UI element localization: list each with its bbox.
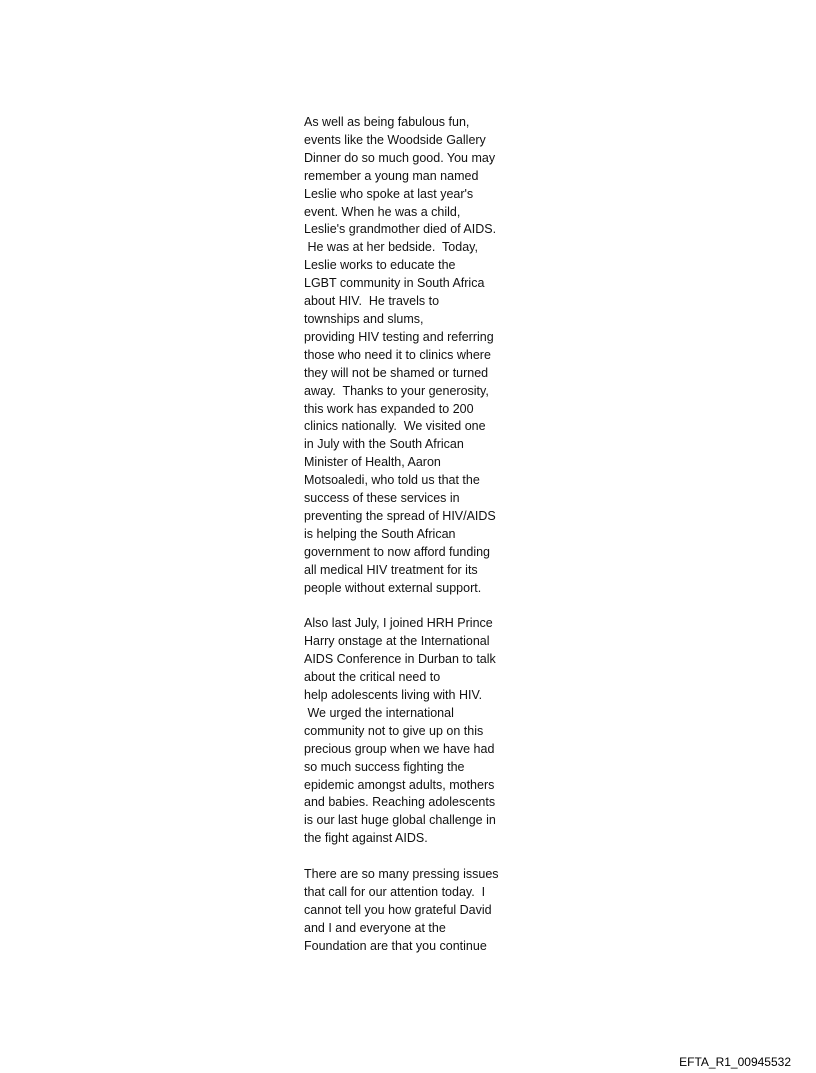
- text-line: and I and everyone at the: [304, 920, 446, 935]
- text-line: and babies. Reaching adolescents: [304, 795, 496, 810]
- text-line: Dinner do so much good. You may: [304, 150, 496, 165]
- text-line: they will not be shamed or turned: [304, 365, 489, 380]
- text-line: about HIV. He travels to: [304, 294, 440, 309]
- text-line: about the critical need to: [304, 670, 441, 685]
- letter-paragraph: [304, 114, 540, 597]
- text-line: is helping the South African: [304, 526, 456, 541]
- text-line: There are so many pressing issues: [304, 867, 499, 882]
- text-line: remember a young man named: [304, 168, 479, 183]
- text-line: those who need it to clinics where: [304, 347, 491, 362]
- text-line: the fight against AIDS.: [304, 831, 428, 846]
- text-line: providing HIV testing and referring: [304, 329, 494, 344]
- text-line: event. When he was a child,: [304, 204, 461, 219]
- text-line: As well as being fabulous fun,: [304, 115, 470, 129]
- text-line: all medical HIV treatment for its: [304, 562, 478, 577]
- text-line: LGBT community in South Africa: [304, 276, 485, 291]
- text-line: is our last huge global challenge in: [304, 813, 496, 828]
- text-line: government to now afford funding: [304, 544, 491, 559]
- letter-paragraph: [304, 866, 540, 956]
- text-line: this work has expanded to 200: [304, 401, 474, 416]
- text-line: cannot tell you how grateful David: [304, 902, 492, 917]
- text-line: preventing the spread of HIV/AIDS: [304, 508, 496, 523]
- text-line: Harry onstage at the International: [304, 634, 490, 649]
- text-line: people without external support.: [304, 580, 482, 595]
- text-line: community not to give up on this: [304, 723, 484, 738]
- text-line: Leslie who spoke at last year's: [304, 186, 474, 201]
- text-line: clinics nationally. We visited one: [304, 419, 486, 434]
- text-line: events like the Woodside Gallery: [304, 132, 486, 147]
- text-line: Leslie works to educate the: [304, 258, 456, 273]
- text-line: AIDS Conference in Durban to talk: [304, 652, 496, 667]
- letter-body: [304, 114, 540, 973]
- text-line: away. Thanks to your generosity,: [304, 383, 489, 398]
- text-line: Motsoaledi, who told us that the: [304, 473, 480, 488]
- text-line: success of these services in: [304, 491, 460, 506]
- text-line: Also last July, I joined HRH Prince: [304, 616, 493, 631]
- text-line: precious group when we have had: [304, 741, 495, 756]
- text-line: so much success fighting the: [304, 759, 465, 774]
- text-line: help adolescents living with HIV.: [304, 687, 483, 702]
- text-line: Minister of Health, Aaron: [304, 455, 441, 470]
- text-line: We urged the international: [304, 705, 454, 720]
- text-line: townships and slums,: [304, 311, 424, 326]
- text-line: Leslie's grandmother died of AIDS.: [304, 222, 497, 237]
- text-line: epidemic amongst adults, mothers: [304, 777, 495, 792]
- text-line: that call for our attention today. I: [304, 884, 486, 899]
- text-line: in July with the South African: [304, 437, 464, 452]
- text-line: Foundation are that you continue: [304, 938, 487, 953]
- text-line: He was at her bedside. Today,: [304, 240, 478, 255]
- letter-paragraph: [304, 615, 540, 848]
- document-id: EFTA_R1_00945532: [679, 1055, 791, 1069]
